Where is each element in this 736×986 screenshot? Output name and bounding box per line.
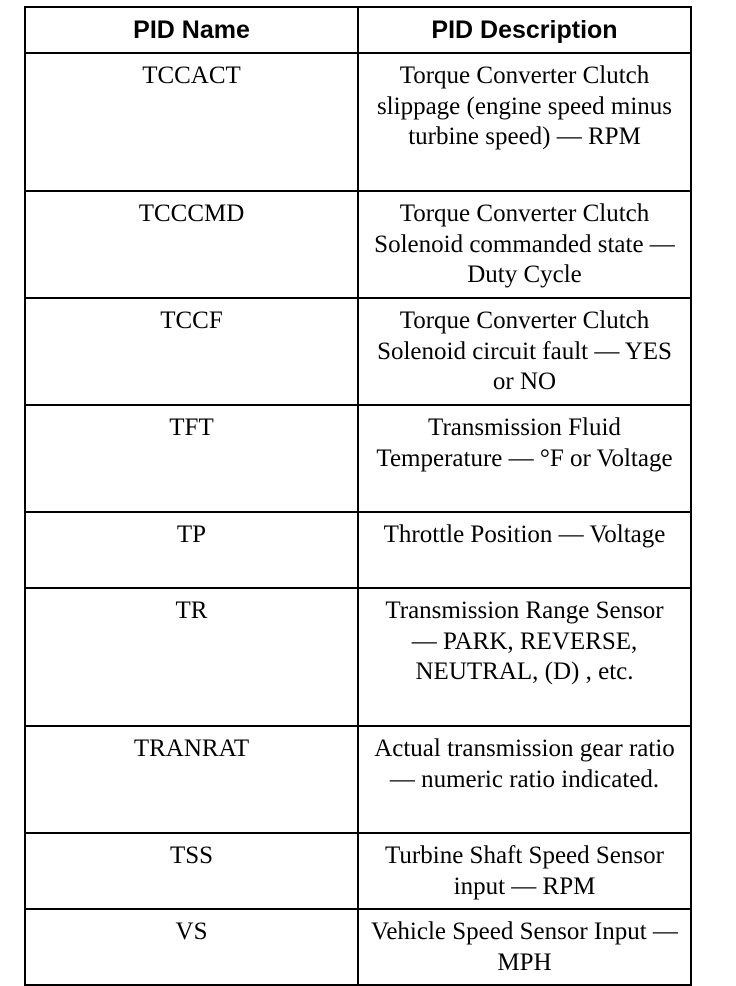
pid-name-cell: TCCCMD	[25, 191, 358, 298]
pid-name-cell: TCCACT	[25, 53, 358, 191]
pid-name-cell: TFT	[25, 405, 358, 512]
pid-name-cell: TSS	[25, 833, 358, 909]
pid-description-cell: Torque Converter Clutch Solenoid commanded state — Duty Cycle	[358, 191, 691, 298]
table-row	[25, 53, 691, 191]
table-row	[25, 588, 691, 726]
pid-table	[24, 6, 692, 986]
pid-description-cell: Throttle Position — Voltage	[358, 512, 691, 588]
pid-name-cell: TP	[25, 512, 358, 588]
table-row	[25, 512, 691, 588]
table-body	[25, 53, 691, 985]
table-row	[25, 405, 691, 512]
pid-description-cell: Vehicle Speed Sensor Input — MPH	[358, 909, 691, 985]
pid-description-cell: Transmission Range Sensor — PARK, REVERSE, NEUTRAL, (D) , etc.	[358, 588, 691, 726]
pid-description-cell: Transmission Fluid Temperature — °F or Voltage	[358, 405, 691, 512]
table-row	[25, 909, 691, 985]
table-row	[25, 726, 691, 833]
pid-description-cell: Actual transmission gear ratio — numeric ratio indicated.	[358, 726, 691, 833]
header-row	[25, 7, 691, 53]
table-row	[25, 191, 691, 298]
header-pid-description: PID Description	[358, 7, 691, 53]
table-header	[25, 7, 691, 53]
pid-description-cell: Turbine Shaft Speed Sensor input — RPM	[358, 833, 691, 909]
pid-description-cell: Torque Converter Clutch slippage (engine speed minus turbine speed) — RPM	[358, 53, 691, 191]
table-row	[25, 298, 691, 405]
pid-name-cell: TR	[25, 588, 358, 726]
pid-name-cell: TCCF	[25, 298, 358, 405]
pid-name-cell: VS	[25, 909, 358, 985]
pid-description-cell: Torque Converter Clutch Solenoid circuit fault — YES or NO	[358, 298, 691, 405]
table-row	[25, 833, 691, 909]
pid-name-cell: TRANRAT	[25, 726, 358, 833]
header-pid-name: PID Name	[25, 7, 358, 53]
